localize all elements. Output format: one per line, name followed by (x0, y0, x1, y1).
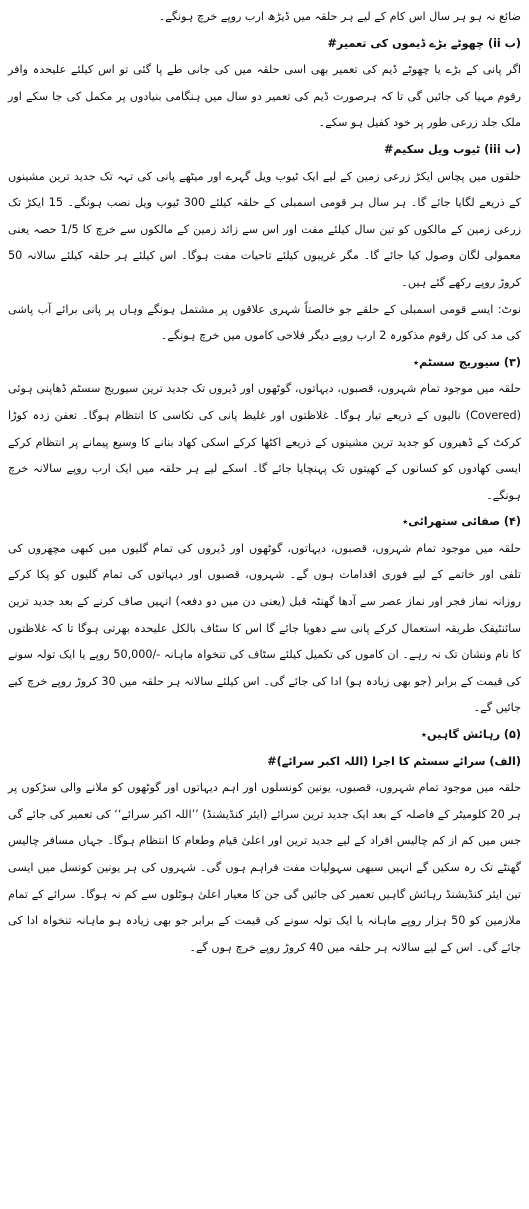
section-heading: (ب ii) چھوٹے بڑے ڈیموں کی تعمیر# (327, 36, 521, 50)
paragraph: حلقوں میں پچاس ایکڑ زرعی زمین کے لیے ایک ٹیوب ویل گہرے اور میٹھے پانی کی تہہ تک جدید ترین مشینوں کے ذریعے لگایا جائے گا۔ ہر سال ہر قومی اسمبلی کے حلقہ کیلئے 300 ٹیوب ویل نصب ہونگے۔ 15 ایکڑ تک زرعی زمین کے مالکوں کو تین سال کیلئے مفت اور اس سے زائد زمین کے مالکوں سے خرچ کا 1/5 حصہ یعنی معمولی لگان وصول کیا جائے گا۔ مگر غریبوں کیلئے تاحیات مفت ہوگا۔ اس کیلئے ہر حلقہ کیلئے سالانہ 50 کروڑ روپے رکھے گئے ہیں۔ (8, 169, 521, 289)
paragraph: حلقہ میں موجود تمام شہروں، قصبوں، دیہاتوں، گوٹھوں اور ڈیروں کی تمام گلیوں میں کبھی مچھروں کی تلفی اور خاتمے کے لیے فوری اقدامات ہوں گے۔ شہروں، قصبوں اور دیہاتوں کی تمام گلیوں کو پکا کرکے روزانہ نماز فجر اور نماز عصر سے آدھا گھنٹہ قبل (یعنی دن میں دو دفعہ) انہیں صاف کرنے کے بعد جدید ترین سائنٹیفک طریقہ استعمال کرکے پانی سے دھویا جائے گا اس کا سٹاف بالکل علیحدہ بھرتی ہوگا تا کہ غلاظتوں کا نام ونشان تک نہ رہے۔ ان کاموں کی تکمیل کیلئے سٹاف کی تنخواہ ماہانہ -/50,000 روپے یا ایک تولہ سونے کی قیمت کے برابر (جو بھی زیادہ ہو) ادا کی جائے گی۔ اس کیلئے سالانہ ہر حلقہ میں 30 کروڑ روپے خرچ کیے جائیں گے۔ (8, 541, 521, 715)
paragraph: ضائع نہ ہو ہر سال اس کام کے لیے ہر حلقہ میں ڈیڑھ ارب روپے خرچ ہونگے۔ (158, 10, 521, 23)
paragraph: حلقہ میں موجود تمام شہروں، قصبوں، یونین کونسلوں اور اہم دیہاتوں اور گوٹھوں کو ملانے والی سڑکوں پر ہر 20 کلومیٹر کے فاصلہ کے بعد ایک جدید ترین سرائے (ایئر کنڈیشنڈ) ’’اللہ اکبر سرائے‘‘ کی تعمیر کی جائے گی جس میں کم از کم چالیس افراد کے لیے جدید ترین اور اعلیٰ قیام وطعام کا انتظام ہوگا۔ جہاں مسافر چالیس گھنٹے تک رہ سکیں گے انہیں سبھی سہولیات مفت فراہم ہوں گی۔ شہروں کی ہر یونین کونسل میں ایسی تین ایئر کنڈیشنڈ رہائش گاہیں تعمیر کی جائیں گی جن کا معیار اعلیٰ ہوٹلوں سے کم نہ ہوگا۔ سرائے کے تمام ملازمین کو 50 ہزار روپے ماہانہ یا ایک تولہ سونے کی قیمت کے برابر جو بھی زیادہ ہو ماہانہ تنخواہ ادا کی جائے گی۔ اس کے لیے سالانہ ہر حلقہ میں 40 کروڑ روپے خرچ ہوں گے۔ (8, 781, 521, 954)
paragraph: حلقہ میں موجود تمام شہروں، قصبوں، دیہاتوں، گوٹھوں اور ڈیروں تک جدید ترین سیوریج سسٹم ڈھاپنی ہوئی (Covered) نالیوں کے ذریعے تیار ہوگا۔ غلاظتوں اور غلیظ پانی کی نکاسی کا انتظام ہوگا۔ تعفن زدہ کوڑا کرکٹ کے ڈھیروں کو جدید ترین مشینوں کے ذریعے اکٹھا کرکے اسکی کھاد بنانے کا وسیع پیمانے پر انتظام کرکے ایسی کھادوں کو کسانوں کے کھیتوں تک پہنچایا جائے گا۔ اسکے لیے ہر حلقہ میں ایک ارب روپے سالانہ خرچ ہونگے۔ (8, 382, 521, 502)
section-heading: (۵) رہائش گاہیں٭ (420, 728, 521, 742)
section-heading: (ب iii) ٹیوب ویل سکیم# (384, 142, 521, 156)
paragraph: اگر پانی کے بڑے یا چھوٹے ڈیم کی تعمیر بھی اسی حلقہ میں کی جانی طے پا گئی تو اس کیلئے علیحدہ وافر رقوم مہیا کی جائیں گی تا کہ ہرصورت ڈیم کی تعمیر دو سال میں ہنگامی بنیادوں پر مکمل کی جا سکے اور ملک جلد زرعی طور پر خود کفیل ہو سکے۔ (8, 63, 521, 130)
section-heading: (۳) سیوریج سسٹم٭ (413, 355, 521, 369)
paragraph: نوٹ: ایسے قومی اسمبلی کے حلقے جو خالصتاً شہری علاقوں پر مشتمل ہونگے وہاں پر پانی برائے آب پاشی کی مد کی کل رقوم مذکورہ 2 ارب روپے دیگر فلاحی کاموں میں خرچ ہونگے۔ (8, 302, 521, 343)
section-heading: (الف) سرائے سسٹم کا اجرا (اللہ اکبر سرائے)# (267, 754, 521, 768)
section-heading: (۴) صفائی ستھرائی٭ (402, 515, 521, 529)
